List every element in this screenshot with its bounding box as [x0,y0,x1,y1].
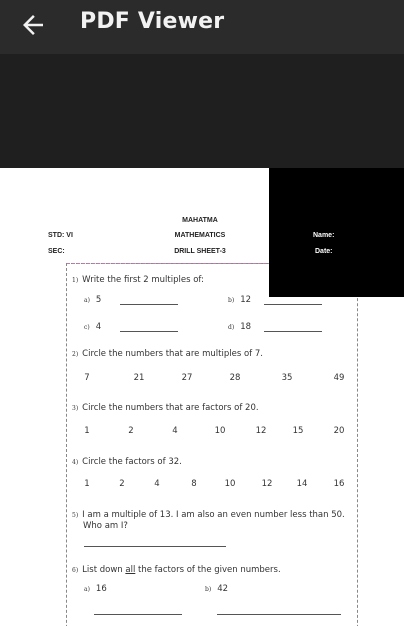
number-option[interactable]: 49 [333,373,345,383]
number-option[interactable]: 28 [229,373,241,383]
answer-blank[interactable] [264,331,322,332]
number-option[interactable]: 16 [333,479,345,489]
back-button[interactable] [18,10,48,40]
number-option[interactable]: 10 [224,479,236,489]
q1-item-a: a) 5 [84,295,102,305]
number-option[interactable]: 12 [255,426,267,436]
school-name: MAHATMA [182,217,218,224]
number-option[interactable]: 1 [84,426,90,436]
question-5-line-2: Who am I? [83,521,128,531]
number-option[interactable]: 7 [84,373,90,383]
number-option[interactable]: 20 [333,426,345,436]
number-option[interactable]: 21 [133,373,145,383]
q1-item-b: b) 12 [228,295,252,305]
answer-blank[interactable] [120,331,178,332]
q1-item-c: c) 4 [84,322,102,332]
number-option[interactable]: 35 [281,373,293,383]
name-label: Name: [313,232,335,239]
q6-item-a: a) 16 [84,584,107,594]
question-3: 3) Circle the numbers that are factors of 20. [72,403,259,413]
number-option[interactable]: 8 [191,479,197,489]
arrow-left-icon [18,10,48,40]
answer-blank[interactable] [264,304,322,305]
app-title: PDF Viewer [80,9,225,34]
q4-number-row [0,479,404,493]
number-option[interactable]: 4 [154,479,160,489]
subject-title: MATHEMATICS [174,232,226,239]
page-overlay-block [269,168,404,297]
question-2: 2) Circle the numbers that are multiples of 7. [72,349,263,359]
q1-item-d: d) 18 [228,322,252,332]
answer-blank[interactable] [84,546,226,547]
answer-blank[interactable] [120,304,178,305]
number-option[interactable]: 15 [292,426,304,436]
question-4: 4) Circle the factors of 32. [72,457,182,467]
number-option[interactable]: 27 [181,373,193,383]
number-option[interactable]: 12 [261,479,273,489]
number-option[interactable]: 4 [172,426,178,436]
q3-number-row [0,426,404,440]
viewer-background [0,54,404,168]
question-6: 6) List down all the factors of the given numbers. [72,565,281,575]
number-option[interactable]: 2 [128,426,134,436]
sec-label: SEC: [48,248,65,255]
q6-item-b: b) 42 [205,584,229,594]
answer-blank[interactable] [94,614,182,615]
number-option[interactable]: 14 [296,479,308,489]
number-option[interactable]: 1 [84,479,90,489]
number-option[interactable]: 2 [119,479,125,489]
app-bar [0,0,404,54]
date-label: Date: [315,248,333,255]
question-5: 5) I am a multiple of 13. I am also an even number less than 50. [72,510,345,520]
number-option[interactable]: 10 [214,426,226,436]
sheet-title: DRILL SHEET-3 [174,248,226,255]
q2-number-row [0,373,404,387]
answer-blank[interactable] [217,614,341,615]
std-label: STD: VI [48,232,73,239]
question-1: 1) Write the first 2 multiples of: [72,275,204,285]
